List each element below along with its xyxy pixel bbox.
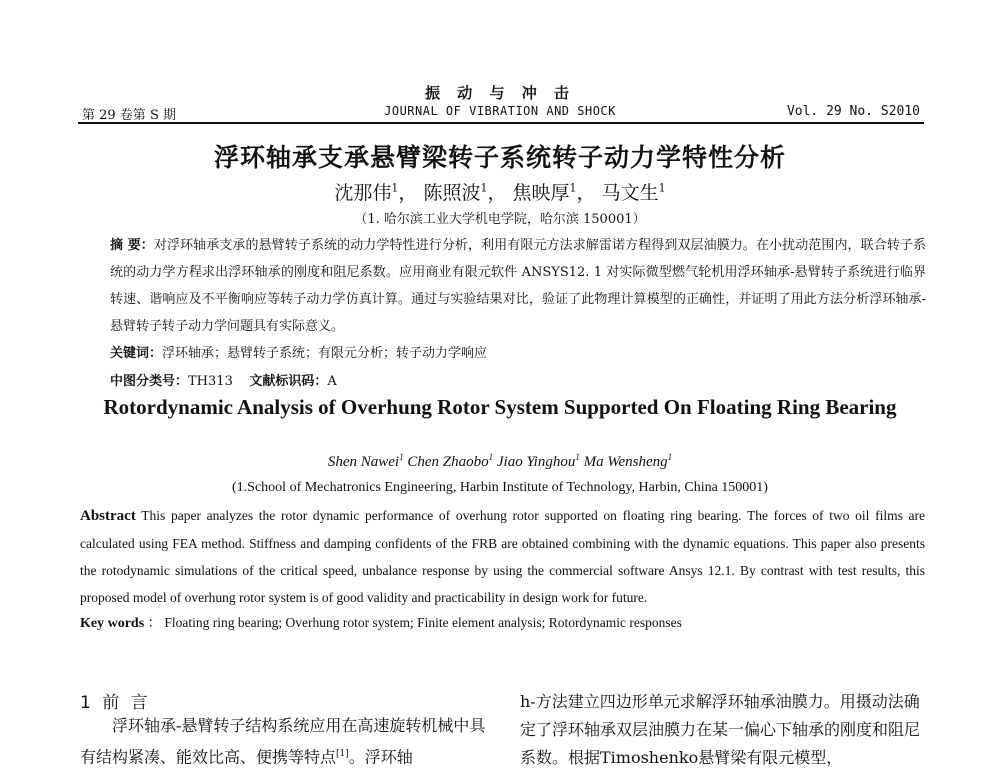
paper-title-cn: 浮环轴承支承悬臂梁转子系统转子动力学特性分析 — [213, 143, 786, 172]
doc-code-value: A — [327, 374, 337, 389]
header-rule — [78, 122, 924, 124]
keywords-en-label: Key words — [80, 616, 145, 631]
affiliation-cn: （1. 哈尔滨工业大学机电学院，哈尔滨 150001） — [354, 212, 646, 227]
author-sep: ， — [487, 182, 507, 204]
author-sup: 1 — [667, 452, 673, 462]
volume-en: Vol. 29 No. S2010 — [786, 104, 920, 119]
author-sup: 1 — [658, 181, 666, 195]
abstract-en-text: This paper analyzes the rotor dynamic performance of overhung rotor supported on floating ring bearing. The forces of two oil films are calculated using FEA method. Stiffness and damping confidents of the FRB are obtained combining with the dynamic equations. This paper also presents the rotodynamic simulations of the critical speed, unbalance response by using the commercial software Ansys 12.1. By contrast with test results, this proposed model of overhung rotor system is of good validity and practicability in design work for future. — [80, 508, 926, 605]
author-cn: 焦映厚 — [512, 182, 570, 204]
author-en: Ma Wensheng — [583, 454, 668, 470]
journal-title-en: JOURNAL OF VIBRATION AND SHOCK — [384, 104, 616, 118]
clc-label: 中图分类号： — [110, 374, 189, 389]
citation: [1] — [336, 749, 349, 759]
abstract-cn-text: 对浮环轴承支承的悬臂转子系统的动力学特性进行分析，利用有限元方法求解雷诺方程得到双层油膜力。在小扰动范围内，联合转子系统的动力学方程求出浮环轴承的刚度和阻尼系数。应用商业有限元软件 ANSYS12. 1 对实际微型燃气轮机用浮环轴承-悬臂转子系统进行临界转速、谐响应及不平衡响应等转子动力学仿真计算。通过与实验结果对比，验证了此物理计算模型的正确性，并证明了用此方法分析浮环轴承-悬臂转子转子动力学问题具有实际意义。 — [110, 238, 926, 334]
author-cn: 陈照波 — [423, 182, 481, 204]
classification-cn — [110, 370, 337, 389]
abstract-cn-label: 摘 要： — [110, 238, 154, 253]
author-sup: 1 — [399, 452, 404, 462]
journal-title-cn: 振 动 与 冲 击 — [425, 84, 575, 102]
abstract-en-label: Abstract — [80, 508, 136, 524]
keywords-cn-label: 关键词： — [110, 346, 163, 361]
author-sup: 1 — [488, 452, 494, 462]
author-sep: ， — [576, 182, 596, 204]
section-heading: 1 前 言 — [80, 693, 151, 713]
keywords-en-text: Floating ring bearing; Overhung rotor system; Finite element analysis; Rotordynamic responses — [164, 615, 682, 630]
author-sup: 1 — [480, 181, 488, 195]
authors-cn — [0, 178, 1000, 205]
body-text: 浮环轴承-悬臂转子结构系统应用在高速旋转机械中具有结构紧凑、能效比高、便携等特点 — [80, 716, 486, 767]
volume-cn: 第 29 卷第 S 期 — [82, 108, 176, 123]
body-text: 。浮环轴 — [348, 747, 413, 767]
keywords-cn — [110, 342, 487, 361]
author-sup: 1 — [391, 181, 399, 195]
paper-title-en: Rotordynamic Analysis of Overhung Rotor System Supported On Floating Ring Bearing — [103, 395, 897, 419]
affiliation-en: (1.School of Mechatronics Engineering, Harbin Institute of Technology, Harbin, China 150001) — [232, 480, 768, 495]
author-en: Chen Zhaobo — [407, 454, 489, 470]
body-right-column: h-方法建立四边形单元求解浮环轴承油膜力。用摄动法确定了浮环轴承双层油膜力在某一偏心下轴承的刚度和阻尼系数。根据Timoshenko悬臂梁有限元模型， — [520, 692, 921, 767]
author-sup: 1 — [569, 181, 577, 195]
keywords-en — [80, 611, 682, 632]
author-cn: 马文生 — [601, 182, 659, 204]
author-en: Jiao Yinghou — [496, 454, 576, 470]
abstract-en — [80, 502, 925, 611]
body-left-column — [80, 712, 490, 771]
abstract-cn — [110, 232, 926, 340]
keywords-cn-text: 浮环轴承；悬臂转子系统；有限元分析；转子动力学响应 — [162, 346, 488, 361]
keywords-en-sep: ： — [147, 615, 162, 630]
authors-en — [0, 452, 1000, 471]
author-sep: ， — [398, 182, 418, 204]
author-cn: 沈那伟 — [334, 182, 392, 204]
author-en: Shen Nawei — [327, 454, 400, 470]
author-sup: 1 — [575, 452, 580, 462]
doc-code-label: 文献标识码： — [249, 374, 328, 389]
clc-value: TH313 — [188, 374, 233, 389]
